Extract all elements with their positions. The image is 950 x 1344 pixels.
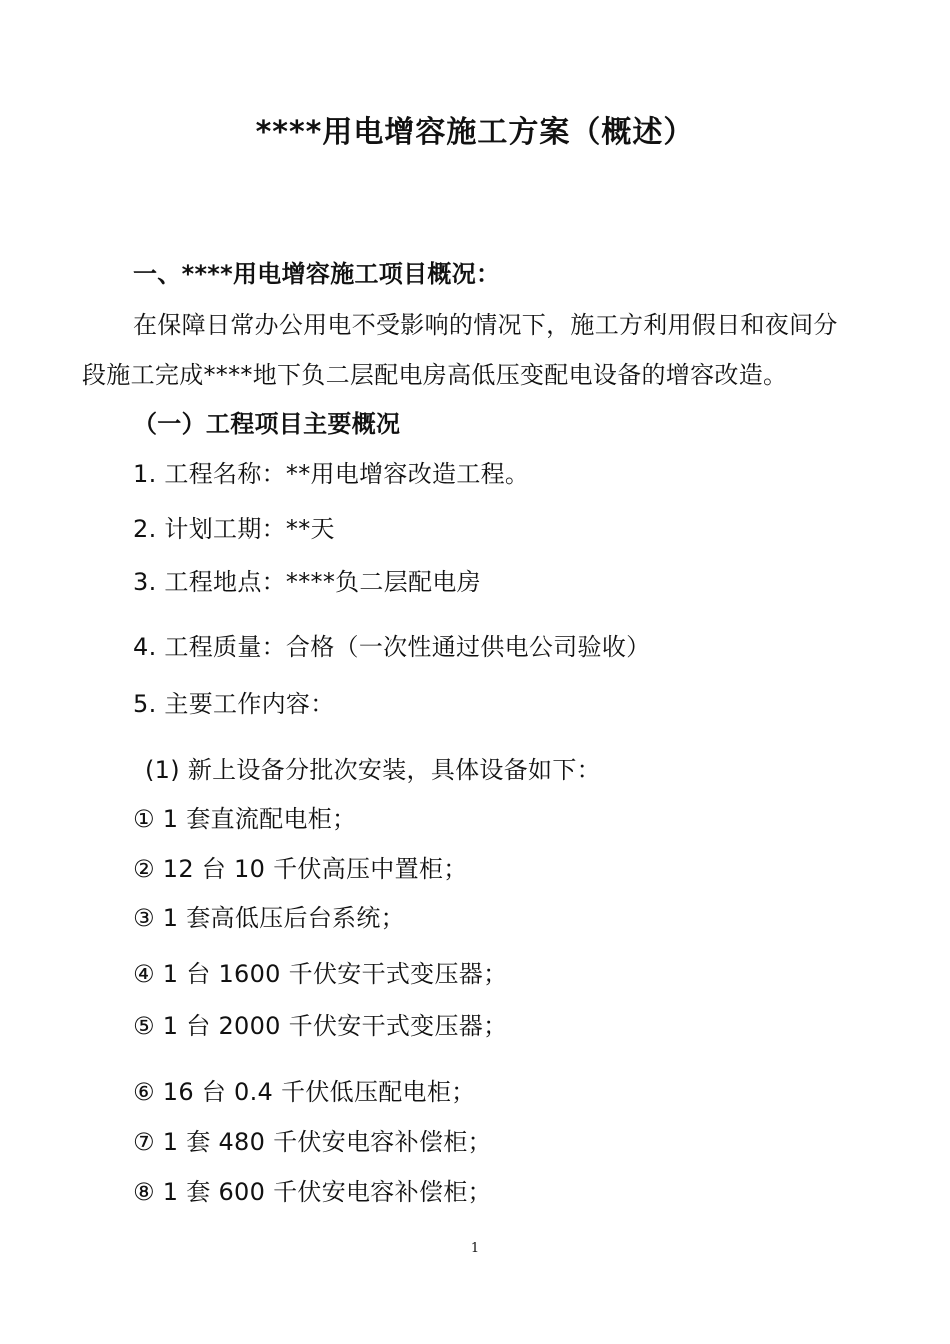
equipment-item: ⑥ 16 台 0.4 千伏低压配电柜；: [133, 1078, 476, 1106]
work-content-intro: (1) 新上设备分批次安装，具体设备如下：: [145, 756, 601, 784]
subsection-heading: （一）工程项目主要概况: [133, 410, 401, 438]
equipment-item: ⑧ 1 套 600 千伏安电容补偿柜；: [133, 1178, 492, 1206]
equipment-item: ⑦ 1 套 480 千伏安电容补偿柜；: [133, 1128, 492, 1156]
document-title: ****用电增容施工方案（概述）: [255, 115, 695, 150]
section-one-heading: 一、****用电增容施工项目概况：: [133, 260, 501, 288]
equipment-item: ④ 1 台 1600 千伏安干式变压器；: [133, 960, 508, 988]
project-item-location: 3. 工程地点：****负二层配电房: [133, 568, 481, 596]
equipment-item: ② 12 台 10 千伏高压中置柜；: [133, 855, 468, 883]
project-item-work-content: 5. 主要工作内容：: [133, 690, 335, 718]
project-item-name: 1. 工程名称：**用电增容改造工程。: [133, 460, 530, 488]
equipment-item: ① 1 套直流配电柜；: [133, 805, 357, 833]
section-one-paragraph-line-2: 段施工完成****地下负二层配电房高低压变配电设备的增容改造。: [82, 361, 788, 389]
page-number: 1: [470, 1241, 480, 1256]
section-one-paragraph-line-1: 在保障日常办公用电不受影响的情况下，施工方利用假日和夜间分: [133, 311, 838, 339]
project-item-quality: 4. 工程质量：合格（一次性通过供电公司验收）: [133, 633, 651, 661]
equipment-item: ⑤ 1 台 2000 千伏安干式变压器；: [133, 1012, 508, 1040]
equipment-item: ③ 1 套高低压后台系统；: [133, 904, 405, 932]
project-item-duration: 2. 计划工期：**天: [133, 515, 335, 543]
